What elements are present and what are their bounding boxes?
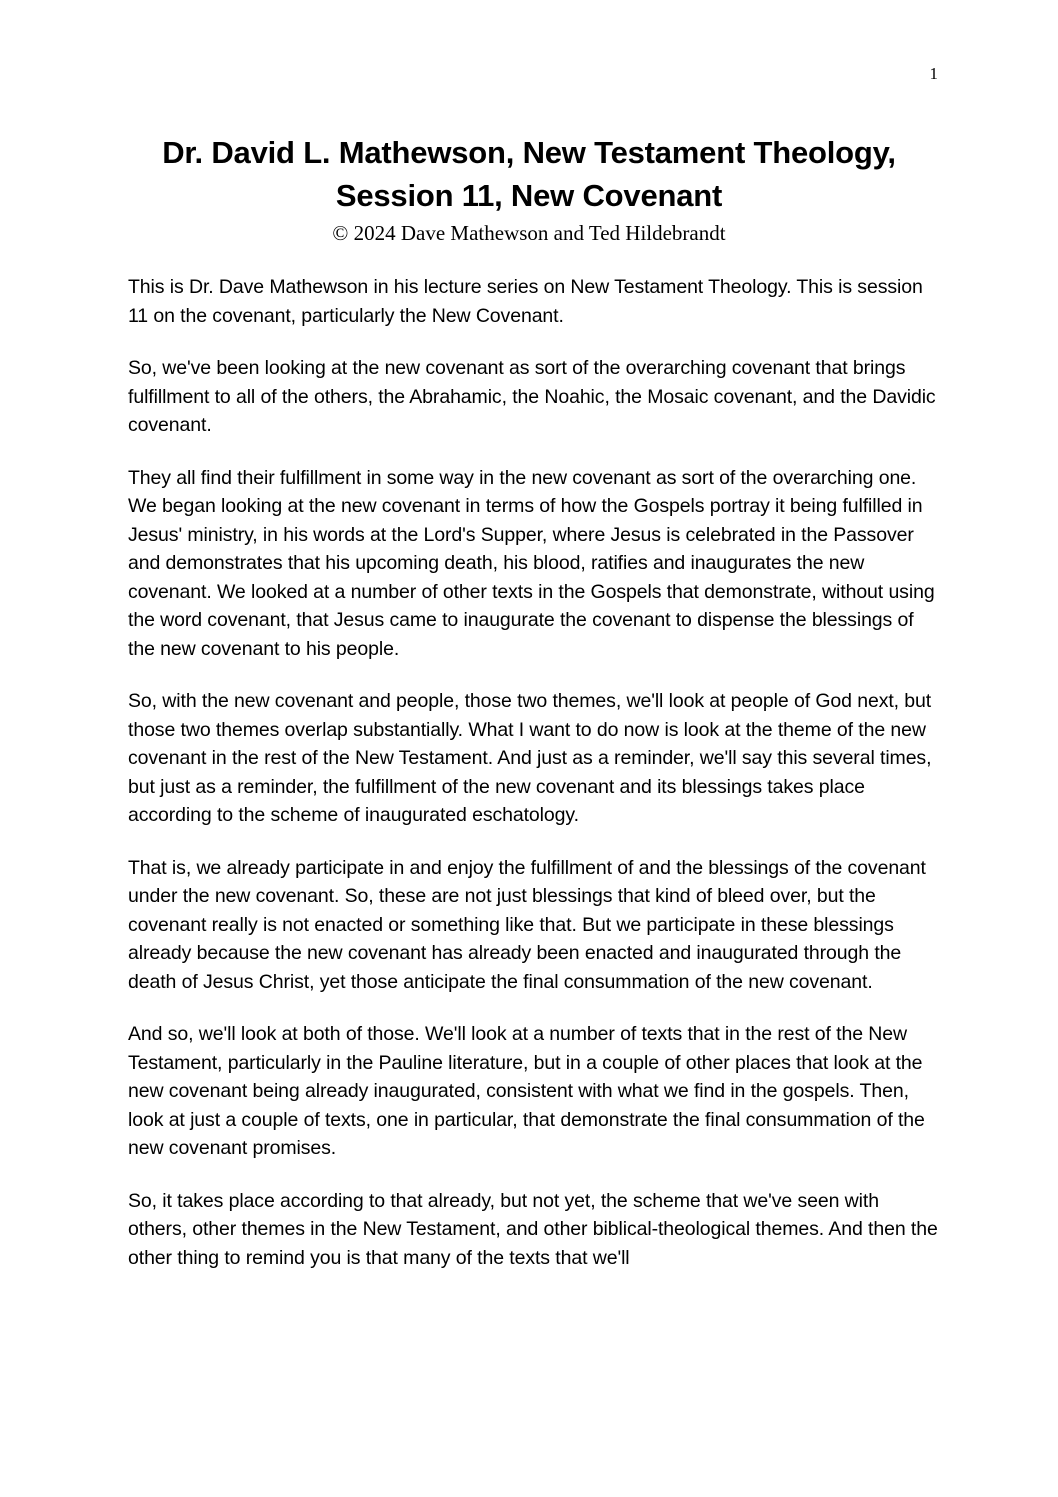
document-body (128, 273, 940, 1296)
paragraph-4: So, with the new covenant and people, those two themes, we'll look at people of God next, but those two themes overlap substantially. What I want to do now is look at the theme of the new covenant in the rest of the New Testament. And just as a reminder, we'll say this several times, but just as a reminder, the fulfillment of the new covenant and its blessings takes place according to the scheme of inaugurated eschatology. (128, 690, 932, 826)
document-title-line-1: Dr. David L. Mathewson, New Testament Theology, (162, 135, 896, 170)
paragraph-6: And so, we'll look at both of those. We'll look at a number of texts that in the rest of the New Testament, particularly in the Pauline literature, but in a couple of other places that look at the new covenant being already inaugurated, consistent with what we find in the gospels. Then, look at just a couple of texts, one in particular, that demonstrate the final consummation of the new covenant promises. (128, 1023, 925, 1159)
page-number: 1 (929, 64, 938, 83)
paragraph-1: This is Dr. Dave Mathewson in his lecture series on New Testament Theology. This is session 11 on the covenant, particularly the New Covenant. (128, 276, 923, 327)
paragraph-3: They all find their fulfillment in some way in the new covenant as sort of the overarching one. We began looking at the new covenant in terms of how the Gospels portray it being fulfilled in Jesus' ministry, in his words at the Lord's Supper, where Jesus is celebrated in the Passover and demonstrates that his upcoming death, his blood, ratifies and inaugurates the new covenant. We looked at a number of other texts in the Gospels that demonstrate, without using the word covenant, that Jesus came to inaugurate the covenant to dispense the blessings of the new covenant to his people. (128, 466, 935, 660)
document-title-line-2: Session 11, New Covenant (335, 178, 723, 213)
paragraph-7: So, it takes place according to that already, but not yet, the scheme that we've seen with others, other themes in the New Testament, and other biblical-theological themes. And then the other thing to remind you is that many of the texts that we'll (128, 1189, 938, 1269)
copyright-notice: © 2024 Dave Mathewson and Ted Hildebrandt (332, 221, 726, 245)
document-header (110, 131, 948, 247)
paragraph-2: So, we've been looking at the new covenant as sort of the overarching covenant that brings fulfillment to all of the others, the Abrahamic, the Noahic, the Mosaic covenant, and the Davidic covenant. (128, 357, 936, 436)
paragraph-5: That is, we already participate in and enjoy the fulfillment of and the blessings of the covenant under the new covenant. So, these are not just blessings that kind of bleed over, but the covenant really is not enacted or something like that. But we participate in these blessings already because the new covenant has already been enacted and inaugurated through the death of Jesus Christ, yet those anticipate the final consummation of the new covenant. (128, 856, 926, 993)
